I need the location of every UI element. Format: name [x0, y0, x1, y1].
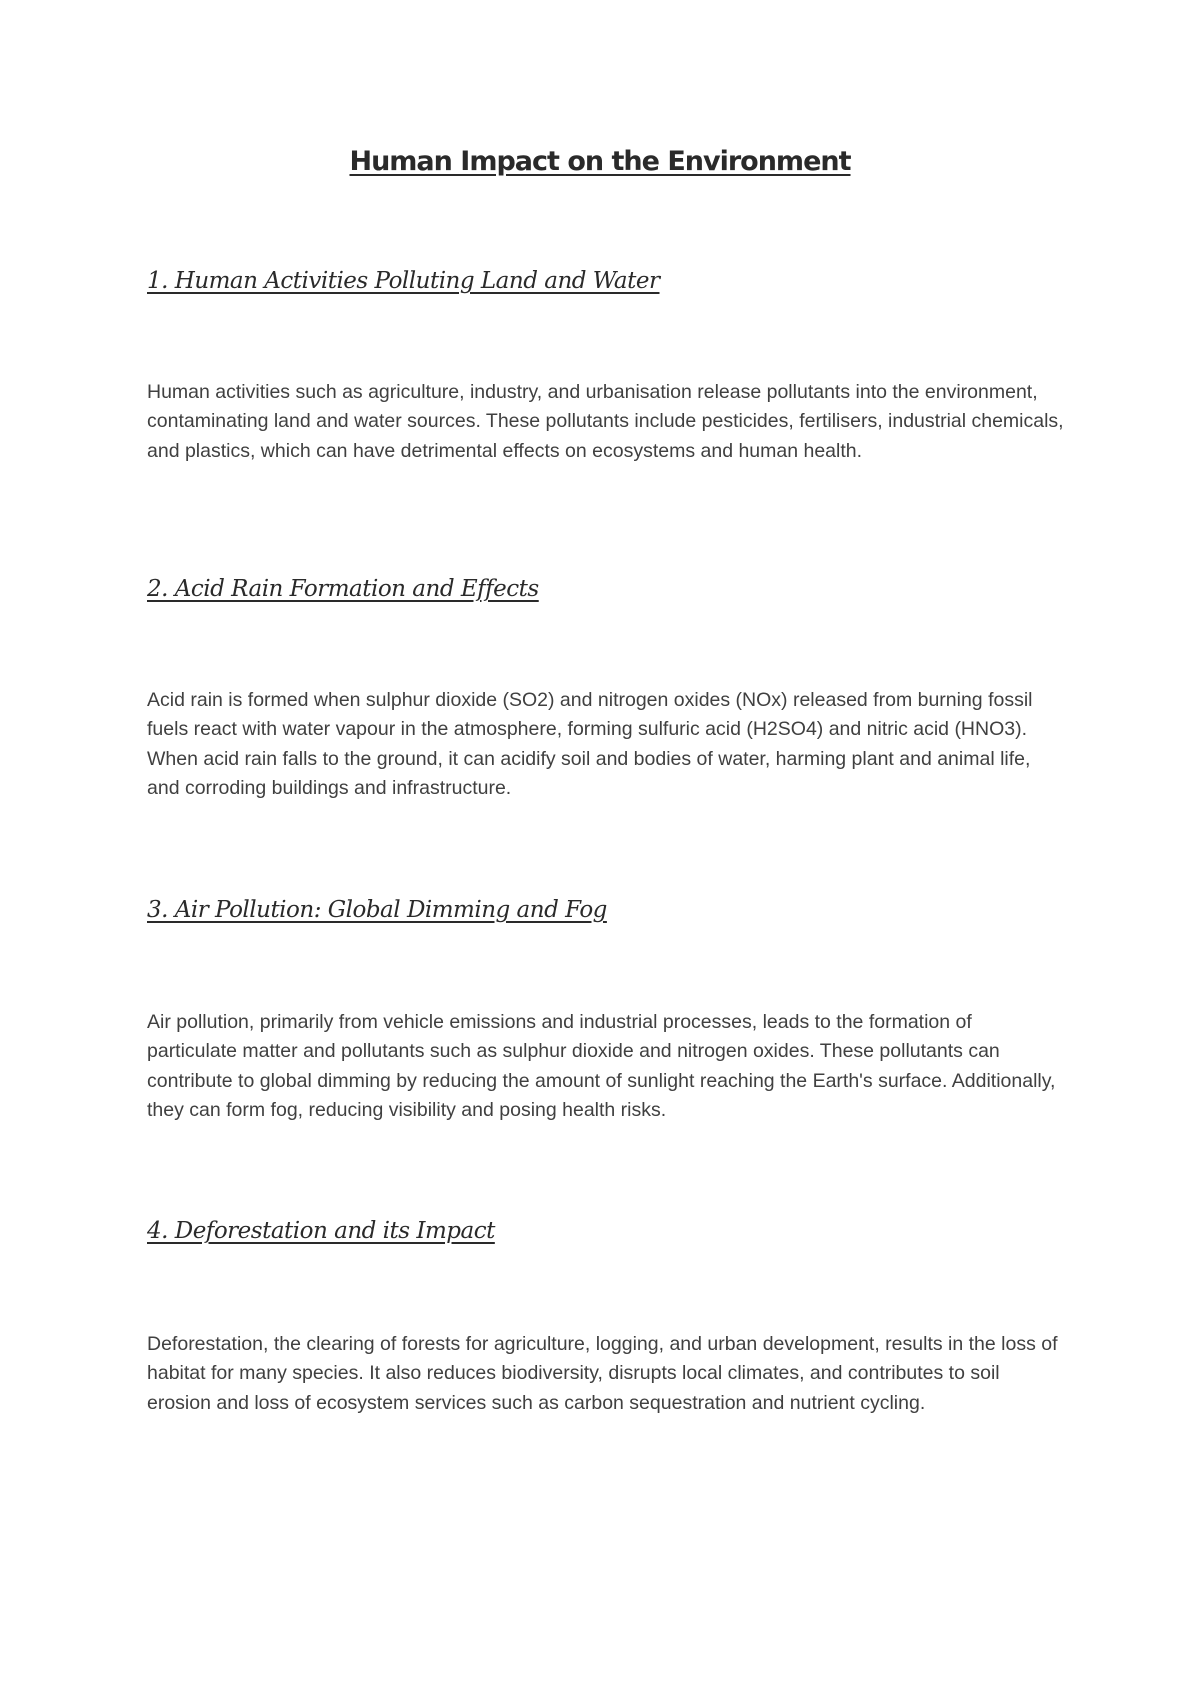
- section-heading-2: 2. Acid Rain Formation and Effects: [147, 576, 539, 602]
- section-heading-1: 1. Human Activities Polluting Land and Water: [147, 268, 660, 294]
- document-title: Human Impact on the Environment: [349, 146, 851, 177]
- section-heading-3: 3. Air Pollution: Global Dimming and Fog: [147, 897, 607, 923]
- section-body-1: Human activities such as agriculture, industry, and urbanisation release pollutants into the environment, contaminating land and water sources. These pollutants include pesticides, fertilisers, industrial chemicals, and plastics, which can have detrimental effects on ecosystems and human health.: [147, 381, 1064, 462]
- section-heading-4: 4. Deforestation and its Impact: [147, 1218, 495, 1244]
- section-body-4: Deforestation, the clearing of forests for agriculture, logging, and urban development, results in the loss of habitat for many species. It also reduces biodiversity, disrupts local climates, and contributes to soil erosion and loss of ecosystem services such as carbon sequestration and nutrient cycling.: [147, 1333, 1058, 1414]
- section-body-2: Acid rain is formed when sulphur dioxide (SO2) and nitrogen oxides (NOx) released from burning fossil fuels react with water vapour in the atmosphere, forming sulfuric acid (H2SO4) and nitric acid (HNO3). When acid rain falls to the ground, it can acidify soil and bodies of water, harming plant and animal life, and corroding buildings and infrastructure.: [147, 689, 1033, 799]
- section-body-3: Air pollution, primarily from vehicle emissions and industrial processes, leads to the formation of particulate matter and pollutants such as sulphur dioxide and nitrogen oxides. These pollutants can contribute to global dimming by reducing the amount of sunlight reaching the Earth's surface. Additionally, they can form fog, reducing visibility and posing health risks.: [147, 1011, 1056, 1121]
